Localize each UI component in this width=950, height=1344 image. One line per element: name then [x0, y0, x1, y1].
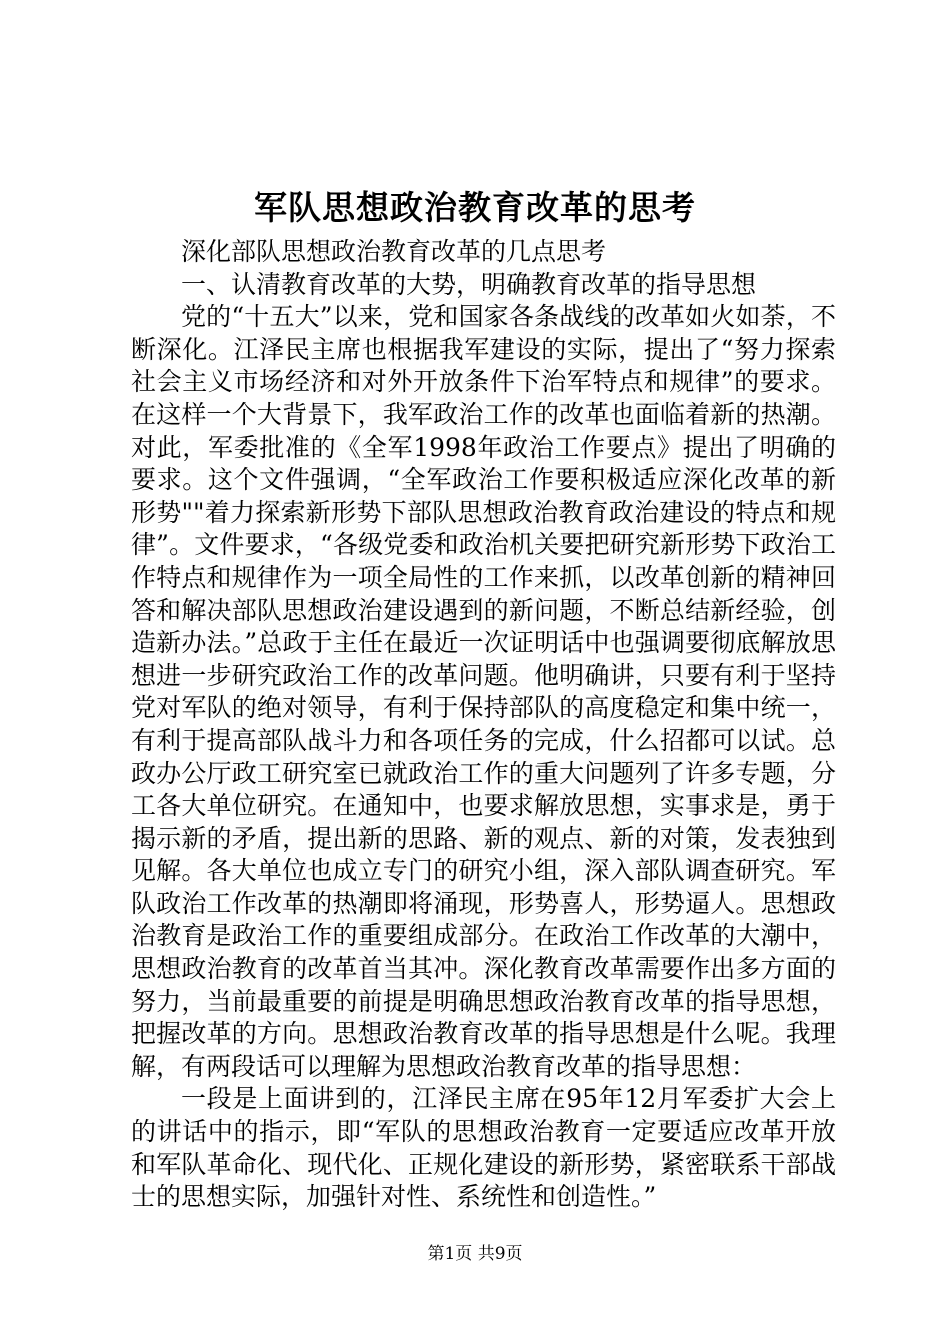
- paragraph-main: 党的“十五大”以来，党和国家各条战线的改革如火如荼，不断深化。江泽民主席也根据我军建设的实际，提出了“努力探索社会主义市场经济和对外开放条件下治军特点和规律”的要求。在这样一个大背景下，我军政治工作的改革也面临着新的热潮。对此，军委批准的《全军1998年政治工作要点》提出了明确的要求。这个文件强调，“全军政治工作要积极适应深化改革的新形势""着力探索新形势下部队思想政治教育政治建设的特点和规律”。文件要求，“各级党委和政治机关要把研究新形势下政治工作特点和规律作为一项全局性的工作来抓，以改革创新的精神回答和解决部队思想政治建设遇到的新问题，不断总结新经验，创造新办法。”总政于主任在最近一次证明话中也强调要彻底解放思想进一步研究政治工作的改革问题。他明确讲，只要有利于坚持党对军队的绝对领导，有利于保持部队的高度稳定和集中统一，有利于提高部队战斗力和各项任务的完成，什么招都可以试。总政办公厅政工研究室已就政治工作的重大问题列了许多专题，分工各大单位研究。在通知中，也要求解放思想，实事求是，勇于揭示新的矛盾，提出新的思路、新的观点、新的对策，发表独到见解。各大单位也成立专门的研究小组，深入部队调查研究。军队政治工作改革的热潮即将涌现，形势喜人，形势逼人。思想政治教育是政治工作的重要组成部分。在政治工作改革的大潮中，思想政治教育的改革首当其冲。深化教育改革需要作出多方面的努力，当前最重要的前提是明确思想政治教育改革的指导思想，把握改革的方向。思想政治教育改革的指导思想是什么呢。我理解，有两段话可以理解为思想政治教育改革的指导思想：: [131, 302, 836, 1081]
- paragraph-subtitle: 深化部队思想政治教育改革的几点思考: [181, 237, 607, 266]
- page-number-footer: 第1页 共9页: [427, 1244, 523, 1264]
- paragraph-section-heading: 一、认清教育改革的大势，明确教育改革的指导思想: [181, 269, 757, 299]
- document-title: 军队思想政治教育改革的思考: [254, 188, 696, 227]
- paragraph-quote: 一段是上面讲到的，江泽民主席在95年12月军委扩大会上的讲话中的指示，即“军队的思想政治教育一定要适应改革开放和军队革命化、现代化、正规化建设的新形势，紧密联系干部战士的思想实际，加强针对性、系统性和创造性。”: [131, 1084, 836, 1212]
- document-body: [131, 236, 836, 1214]
